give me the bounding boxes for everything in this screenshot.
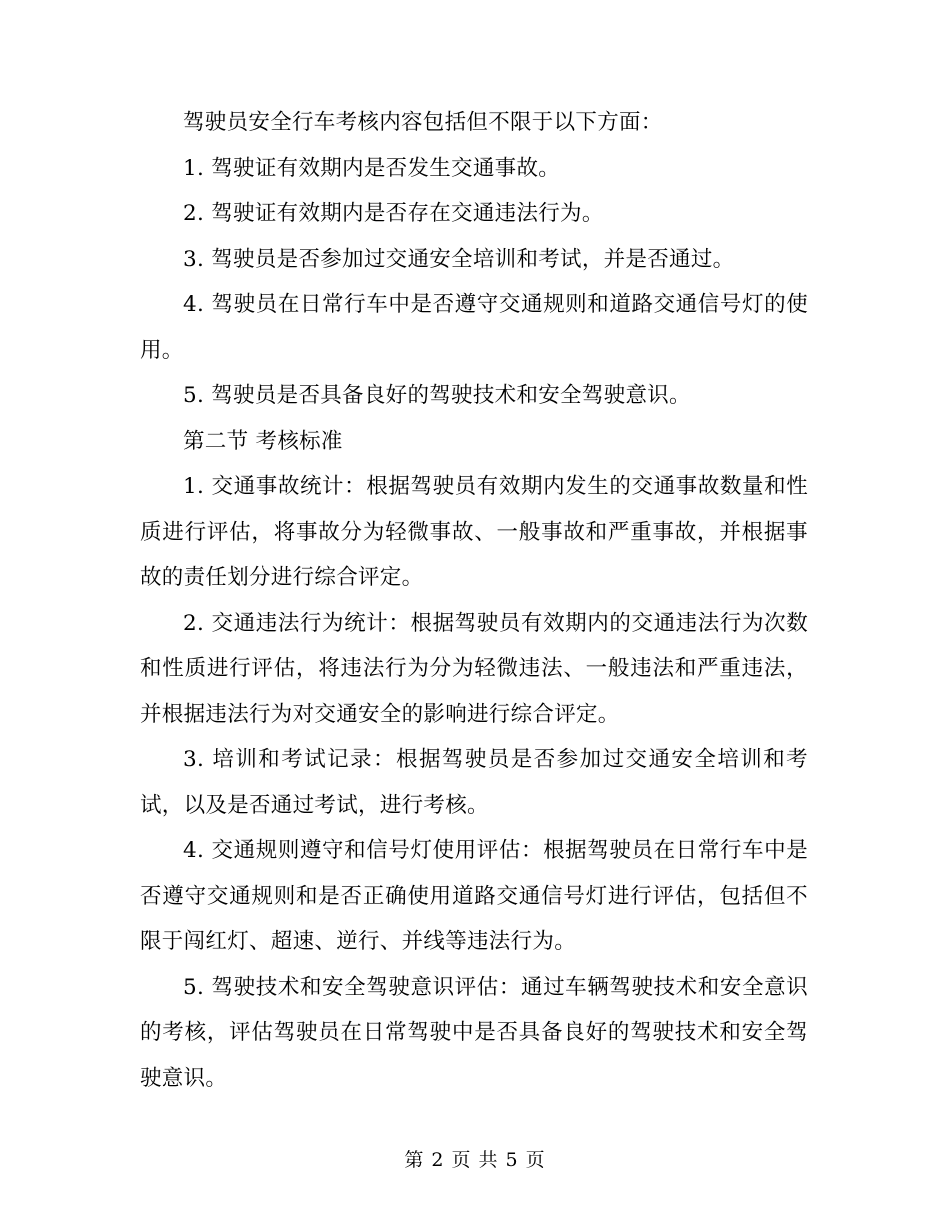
standard-item-3: 3. 培训和考试记录：根据驾驶员是否参加过交通安全培训和考试，以及是否通过考试，进行考核。 <box>140 747 808 818</box>
content-item-4: 4. 驾驶员在日常行车中是否遵守交通规则和道路交通信号灯的使用。 <box>140 292 808 363</box>
content-item-5: 5. 驾驶员是否具备良好的驾驶技术和安全驾驶意识。 <box>183 383 691 408</box>
standard-item-4: 4. 交通规则遵守和信号灯使用评估：根据驾驶员在日常行车中是否遵守交通规则和是否正确使用道路交通信号灯进行评估，包括但不限于闯红灯、超速、逆行、并线等违法行为。 <box>140 838 808 954</box>
content-item-1: 1. 驾驶证有效期内是否发生交通事故。 <box>183 155 561 181</box>
intro-paragraph: 驾驶员安全行车考核内容包括但不限于以下方面： <box>183 110 663 135</box>
standard-item-5: 5. 驾驶技术和安全驾驶意识评估：通过车辆驾驶技术和安全意识的考核，评估驾驶员在日常驾驶中是否具备良好的驾驶技术和安全驾驶意识。 <box>140 974 808 1091</box>
document-body <box>140 100 808 1101</box>
standard-item-2: 2. 交通违法行为统计：根据驾驶员有效期内的交通违法行为次数和性质进行评估，将违法行为分为轻微违法、一般违法和严重违法，并根据违法行为对交通安全的影响进行综合评定。 <box>140 610 808 727</box>
content-item-3: 3. 驾驶员是否参加过交通安全培训和考试，并是否通过。 <box>183 246 735 272</box>
section-heading: 第二节 考核标准 <box>183 428 343 454</box>
content-item-2: 2. 驾驶证有效期内是否存在交通违法行为。 <box>183 201 604 226</box>
page-number-footer: 第 2 页 共 5 页 <box>404 1149 546 1171</box>
standard-item-1: 1. 交通事故统计：根据驾驶员有效期内发生的交通事故数量和性质进行评估，将事故分为轻微事故、一般事故和严重事故，并根据事故的责任划分进行综合评定。 <box>140 474 808 590</box>
